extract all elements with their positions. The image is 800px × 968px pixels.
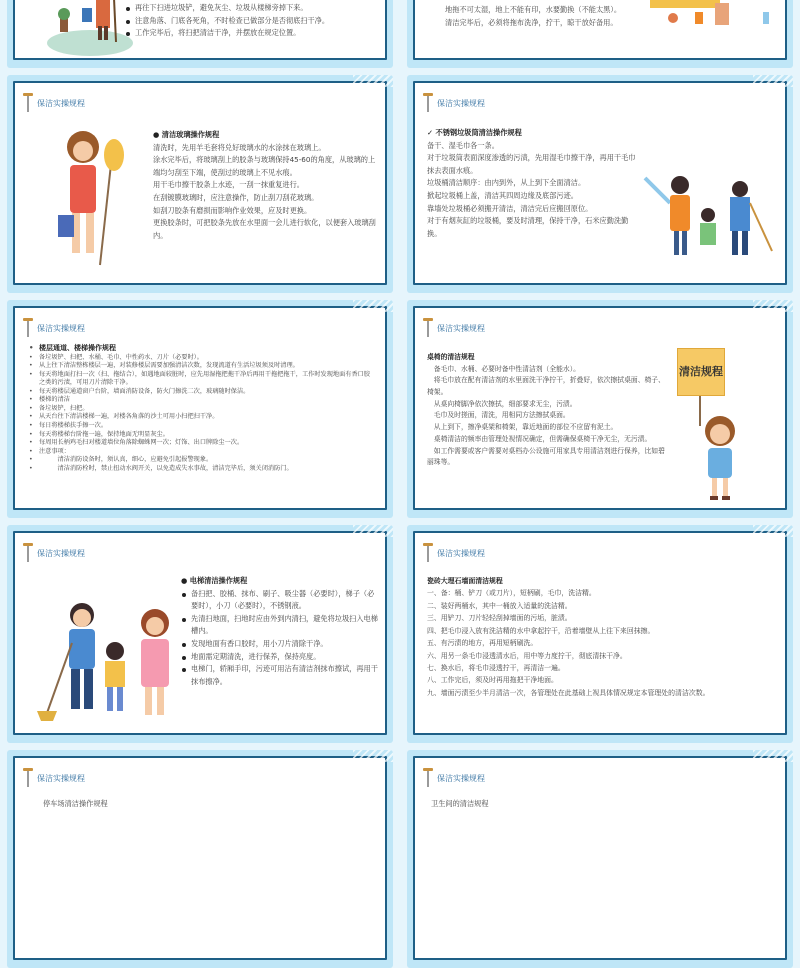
text-line: 七、换水后，将毛巾浸透拧干，再清洁一遍。	[427, 663, 565, 672]
header-label: 保洁实操规程	[37, 323, 85, 333]
text-line: 注意角落、门底各死角，不时检查已做部分是否彻底扫干净。	[125, 15, 385, 28]
text-line: 靠墙处垃圾桶必须搬开清洁，清洁完后应搬回原位。	[427, 203, 593, 213]
mop-icon	[23, 768, 33, 788]
text-line: 备扫把、胶桶、抹布、刷子、吸尘器（必要时），梯子（必要时），小刀（必要时），不锈钢液。	[181, 588, 381, 613]
sign-board: 清洁规程	[677, 348, 725, 396]
text-line: • 清洁消防设备时，须认真，细心，应避免引起报警现象。	[29, 456, 374, 465]
mop-icon	[23, 543, 33, 563]
mop-icon	[423, 543, 433, 563]
header-label: 保洁实操规程	[37, 98, 85, 108]
slide-header	[23, 318, 85, 338]
slide-thumbnail[interactable]	[7, 525, 393, 743]
slide-text	[181, 575, 381, 688]
text-line: 从桌向椅脚净依次擦拭，细部要求无尘，污渍。	[427, 399, 577, 408]
slide-header	[423, 93, 485, 113]
text-line: 一、备：桶、铲刀（或刀片），短柄刷，毛巾，洗洁精。	[427, 589, 596, 598]
text-line: • 从上往下清洁整栋楼层一遍，对装修楼层需要加强清洁次数，发现流道有生活垃圾须及时清理。	[29, 362, 374, 371]
text-line: 备干、湿毛巾各一条。	[427, 140, 499, 150]
text-line: 从上到下，擦净桌架和椅架，靠近地面的部位不应留有泥土。	[427, 423, 618, 432]
text-line: • 楼梯的清洁	[29, 396, 374, 405]
header-label: 保洁实操规程	[37, 773, 85, 783]
family-cleaning-illustration	[27, 593, 177, 728]
text-line: 更换胶条时，可把胶条先放在水里面一会儿进行软化，以便套入玻璃刮内。	[153, 218, 376, 240]
text-line: 发现地面有香口胶时，用小刀片清除干净。	[181, 638, 381, 651]
text-line: 先清扫地面，扫地时应由外到内清扫，避免将垃圾扫入电梯槽内。	[181, 613, 381, 638]
text-line: • 从天台往下清洁楼梯一遍，对楼各角落的沙土可用小扫把扫干净。	[29, 413, 374, 422]
text-line: 掀起垃圾桶上盖，清洁其四周边缘及底部污迹。	[427, 190, 578, 200]
text-line: • 每周用长柄鸡毛扫对楼道墙位角落除蜘蛛网一次；灯饰、出口牌除尘一次。	[29, 439, 374, 448]
text-line: 九、墙面污渍至少半月清洁一次，各管理处在此基础上视具体情况规定本管理处的清洁次数。	[427, 688, 710, 697]
slide-header	[423, 768, 485, 788]
text-line: 六、用另一条毛巾浸透清水后，用中等力度拧干，彻底清抹干净。	[427, 651, 627, 660]
text-line: 二、装好两桶水，其中一桶放入适量的洗洁精。	[427, 601, 572, 610]
text-line: 八、工作完后，须及时再用拖把干净地面。	[427, 676, 558, 685]
slide-thumbnail[interactable]	[7, 0, 393, 68]
text-line: 备毛巾、水桶、必要时备中性清洁剂（全能水）。	[427, 364, 580, 373]
text-line: 工作完毕后，将扫把清洁干净，并摆放在规定位置。	[125, 27, 385, 40]
slide-text	[427, 575, 787, 699]
slide-thumbnail[interactable]	[7, 75, 393, 293]
slide-thumbnail[interactable]	[7, 750, 393, 968]
text-line: 将毛巾放在配有清洁剂的水里面洗干净拧干，折叠好，依次擦拭桌面、椅子、椅架。	[427, 376, 665, 397]
slide-thumbnail[interactable]	[407, 300, 793, 518]
text-line: 用干毛巾擦干胶条上水迹，一刮一抹重复进行。	[153, 180, 304, 190]
slide-card	[13, 306, 387, 510]
slide-thumbnail[interactable]	[407, 75, 793, 293]
text-line: • 备垃圾铲，扫把。	[29, 405, 374, 414]
text-line: 地面需定期清洗，进行保养，保持亮度。	[181, 651, 381, 664]
slide-card	[413, 756, 787, 960]
slide-text	[153, 129, 378, 242]
slide-title: • 楼层通道、楼梯操作规程	[29, 344, 374, 354]
header-label: 保洁实操规程	[437, 773, 485, 783]
slide-title: 卫生间的清洁规程	[431, 799, 489, 808]
mop-icon	[423, 768, 433, 788]
slide-card	[413, 306, 787, 510]
slide-title: 停车场清洁操作规程	[43, 799, 108, 808]
cleaners-illustration	[645, 0, 775, 28]
slide-thumbnail[interactable]	[407, 525, 793, 743]
slide-thumbnail[interactable]	[407, 0, 793, 68]
text-line: • 每天将地面打扫一次（扫、拖结合），如遇地面较脏时，应先用湿拖把拖干净后再用干拖把拖干，工作时发现地面有香口胶之类的污渍，可用刀片清除干净。	[29, 371, 374, 388]
text-line: 再往下扫进垃圾铲，避免灰尘、垃圾从楼梯旁掉下来。	[125, 2, 385, 15]
text-line: • 每日将楼梯扶手擦一次。	[29, 422, 374, 431]
mop-icon	[23, 93, 33, 113]
mop-icon	[423, 318, 433, 338]
slide-card	[413, 531, 787, 735]
text-line: 五、有污渍的地方，再用短柄刷洗。	[427, 639, 538, 648]
slide-card	[13, 81, 387, 285]
slide-card	[413, 0, 787, 60]
header-label: 保洁实操规程	[437, 548, 485, 558]
header-label: 保洁实操规程	[437, 98, 485, 108]
text-line: 如刮刀胶条有磨损而影响作业效果，应及时更换。	[153, 205, 312, 215]
girl-with-sign-illustration	[690, 396, 750, 506]
slide-text	[29, 344, 374, 473]
slide-title: 瓷砖大理石墙面清洁规程	[427, 577, 503, 585]
slide-text	[427, 352, 667, 469]
text-line: 电梯门，轿厢手印，污迹可用沾有清洁剂抹布擦试，再用干抹布擦净。	[181, 663, 381, 688]
slide-title: 桌椅的清洁规程	[427, 353, 475, 361]
slide-thumbnail[interactable]	[407, 750, 793, 968]
text-line: 垃圾桶清洁顺序：由内到外，从上到下全面清洁。	[427, 178, 586, 188]
slide-title: ✓ 不锈钢垃圾筒清洁操作规程	[427, 128, 522, 137]
text-line: 桌椅清洁的频率由管理处视情况确定，但需确保桌椅干净无尘，无污渍。	[427, 434, 652, 443]
slide-text	[445, 4, 635, 29]
cleaner-illustration	[40, 0, 135, 58]
text-line: 毛巾及时搓面，清洗，用相同方法擦拭桌面。	[427, 411, 570, 420]
slide-title: ● 电梯清洁操作规程	[181, 576, 248, 585]
text-line: • 每天将楼梯台阶拖一遍，保持地面无明显灰尘。	[29, 431, 374, 440]
header-label: 保洁实操规程	[37, 548, 85, 558]
text-line: • 备垃圾铲、扫把、水桶、毛巾、中性药水、刀片（必要时）。	[29, 354, 374, 363]
slide-title: ● 清洁玻璃操作规程	[153, 130, 220, 139]
woman-cleaning-illustration	[50, 125, 130, 270]
slide-text	[125, 2, 385, 40]
slide-header	[423, 543, 485, 563]
slide-card	[413, 81, 787, 285]
slide-header	[23, 93, 85, 113]
text-line: • 清洁消防栓时，禁止扭动水阀开关，以免造成失水事故，清洁完毕后，须关闭消防门。	[29, 465, 374, 474]
text-line: 对于垃圾筒表面深度渗透的污渍，先用湿毛巾擦干净，再用干毛巾抹去表面水痕。	[427, 153, 636, 175]
slide-card	[13, 0, 387, 60]
mop-icon	[23, 318, 33, 338]
slide-header	[23, 768, 85, 788]
text-line: 三、用铲刀、刀片轻轻刮掉墙面的污垢，脏渍。	[427, 614, 572, 623]
slide-thumbnail[interactable]	[7, 300, 393, 518]
slide-card	[13, 531, 387, 735]
text-line: 清洗时，先用羊毛套将兑好玻璃水的水涂抹在玻璃上。	[153, 142, 326, 152]
text-line: 如工作需要或客户需要对桌档办公设施可用家具专用清洁剂进行保养，比如碧丽珠等。	[427, 446, 665, 467]
text-line: 四、把毛巾浸入放有洗洁精的水中拿起拧干，沿着墙壁从上往下来回抹擦。	[427, 626, 655, 635]
slide-card	[13, 756, 387, 960]
text-line: • 每天将楼层通道窗户台阶，墙面消防设备，防火门擦洗二次，玻璃随时保洁。	[29, 388, 374, 397]
text-line: • 注意事项：	[29, 448, 374, 457]
text-line: 涂水完毕后，将玻璃刮上的胶条与玻璃保持45-60的角度，从玻璃的上端均匀刮至下端，使刮过的玻璃上不见水痕。	[153, 155, 376, 177]
text-line: 清洁完毕后，必须将拖布洗净，拧干，晾干放好备用。	[445, 17, 618, 27]
text-line: 在刮镀膜玻璃时，应注意操作，防止刮刀刮花玻璃。	[153, 192, 319, 202]
text-line: 地拖不可太湿，地上不能有印，水要勤换（不能太黑）。	[445, 5, 622, 14]
slide-header	[23, 543, 85, 563]
header-label: 保洁实操规程	[437, 323, 485, 333]
kids-cleaning-illustration	[640, 163, 780, 263]
slide-text	[427, 127, 642, 240]
slide-header	[423, 318, 485, 338]
text-line: 对于有烟灰缸的垃圾桶，要及时清理，保持干净，石米应勤洗勤换。	[427, 216, 629, 238]
mop-icon	[423, 93, 433, 113]
